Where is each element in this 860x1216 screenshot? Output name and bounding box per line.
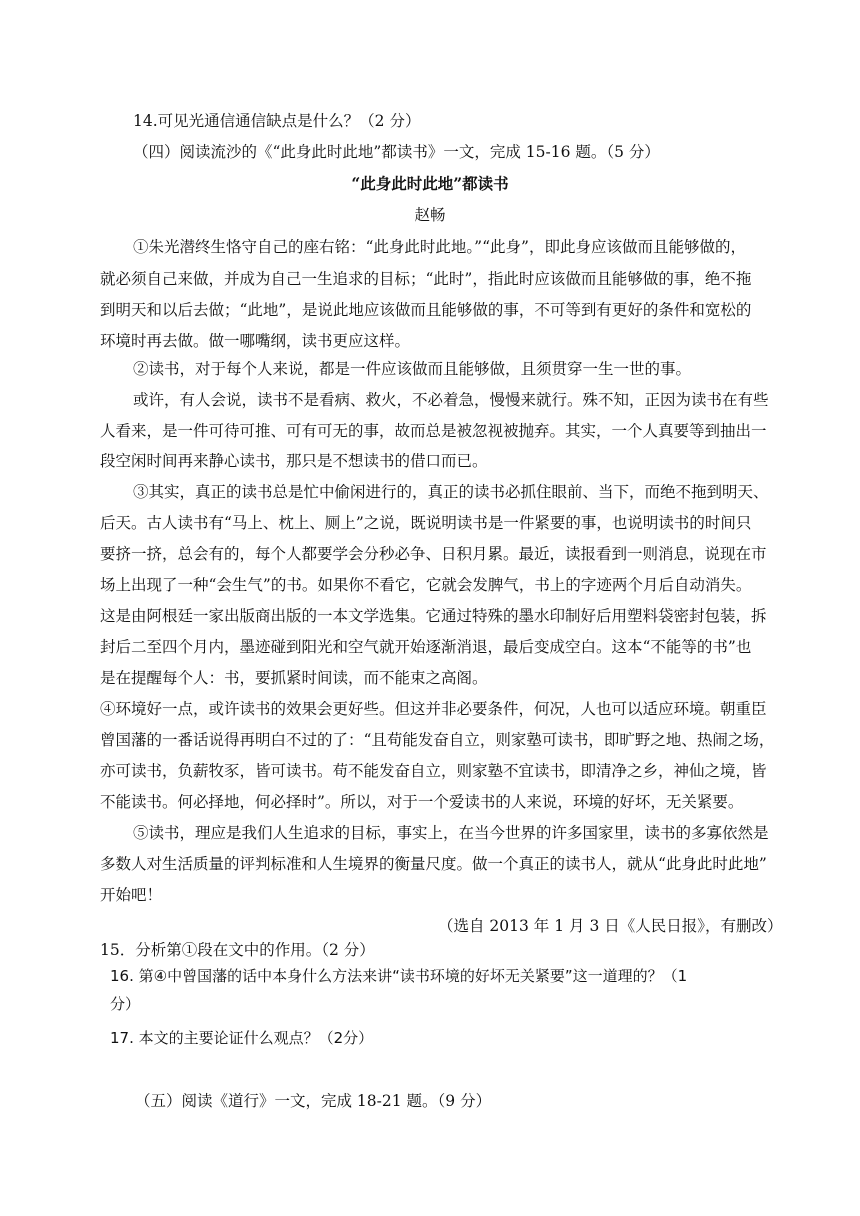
paragraph-2b-line-1: 或许，有人会说，读书不是看病、救火，不必着急，慢慢来就行。殊不知，正因为读书在有些 <box>133 391 769 409</box>
paragraph-2-line-1: ②读书，对于每个人来说，都是一件应该做而且能够做，且须贯穿一生一世的事。 <box>133 360 692 378</box>
question-17: 17. 本文的主要论证什么观点？（2分） <box>110 1029 374 1047</box>
paragraph-4-line-4: 不能读书。何必择地，何必择时”。所以，对于一个爱读书的人来说，环境的好坏，无关紧要。 <box>100 793 744 811</box>
question-16-line-2: 分） <box>110 995 141 1013</box>
question-14: 14.可见光通信通信缺点是什么？（2 分） <box>133 112 421 130</box>
paragraph-3-line-5: 这是由阿根廷一家出版商出版的一本文学选集。它通过特殊的墨水印制好后用塑料袋密封包装，拆 <box>100 607 767 625</box>
paragraph-3-line-6: 封后二至四个月内，墨迹碰到阳光和空气就开始逐渐消退，最后变成空白。这本“不能等的书”也 <box>100 638 752 656</box>
paragraph-5-line-2: 多数人对生活质量的评判标准和人生境界的衡量尺度。做一个真正的读书人，就从“此身此时此地” <box>100 855 767 873</box>
paragraph-5-line-1: ⑤读书，理应是我们人生追求的目标，事实上，在当今世界的许多国家里，读书的多寡依然是 <box>133 824 769 842</box>
article-title: “此身此时此地”都读书 <box>351 174 509 193</box>
question-15: 15．分析第①段在文中的作用。（2 分） <box>100 941 375 959</box>
paragraph-1-line-2: 就必须自己来做，并成为自己一生追求的目标；“此时”，指此时应该做而且能够做的事，绝不拖 <box>100 270 752 288</box>
paragraph-4-line-2: 曾国藩的一番话说得再明白不过的了：“且苟能发奋自立，则家塾可读书，即旷野之地、热闹之场， <box>100 731 775 749</box>
paragraph-3-line-3: 要挤一挤，总会有的，每个人都要学会分秒必争、日积月累。最近，读报看到一则消息，说现在市 <box>100 545 767 563</box>
section-5-heading: （五）阅读《道行》一文，完成 18-21 题。（9 分） <box>135 1092 492 1110</box>
paragraph-3-line-7: 是在提醒每个人：书，要抓紧时间读，而不能束之高阁。 <box>100 669 488 687</box>
paragraph-3-line-4: 场上出现了一种“会生气”的书。如果你不看它，它就会发脾气，书上的字迹两个月后自动消失。 <box>100 576 752 594</box>
question-16-line-1: 16. 第④中曾国藩的话中本身什么方法来讲“读书环境的好坏无关紧要”这一道理的？（1 <box>110 967 688 985</box>
paragraph-4-line-3: 亦可读书，负薪牧豕，皆可读书。苟不能发奋自立，则家塾不宜读书，即清净之乡，神仙之境，皆 <box>100 762 767 780</box>
paragraph-3-line-1: ③其实，真正的读书总是忙中偷闲进行的，真正的读书必抓住眼前、当下，而绝不拖到明天、 <box>133 483 769 501</box>
article-source: （选自 2013 年 1 月 3 日《人民日报》，有删改） <box>438 917 783 935</box>
paragraph-2b-line-2: 人看来，是一件可待可推、可有可无的事，故而总是被忽视被抛弃。其实，一个人真要等到抽出一 <box>100 422 767 440</box>
paragraph-3-line-2: 后天。古人读书有“马上、枕上、厕上”之说，既说明读书是一件紧要的事，也说明读书的时间只 <box>100 514 752 532</box>
paragraph-1-line-4: 环境时再去做。做一哪嘴纲，读书更应这样。 <box>100 332 411 350</box>
paragraph-1-line-3: 到明天和以后去做；“此地”，是说此地应该做而且能够做的事，不可等到有更好的条件和宽松的 <box>100 301 752 319</box>
paragraph-1-line-1: ①朱光潜终生恪守自己的座右铭：“此身此时此地。”“此身”，即此身应该做而且能够做的， <box>133 238 746 256</box>
paragraph-2b-line-3: 段空闲时间再来静心读书，那只是不想读书的借口而已。 <box>100 452 488 470</box>
section-4-heading: （四）阅读流沙的《“此身此时此地”都读书》一文，完成 15-16 题。（5 分） <box>133 143 660 161</box>
paragraph-4-line-1: ④环境好一点，或许读书的效果会更好些。但这并非必要条件，何况，人也可以适应环境。朝重臣 <box>100 700 767 718</box>
paragraph-5-line-3: 开始吧！ <box>100 886 163 904</box>
article-author: 赵畅 <box>414 206 446 224</box>
